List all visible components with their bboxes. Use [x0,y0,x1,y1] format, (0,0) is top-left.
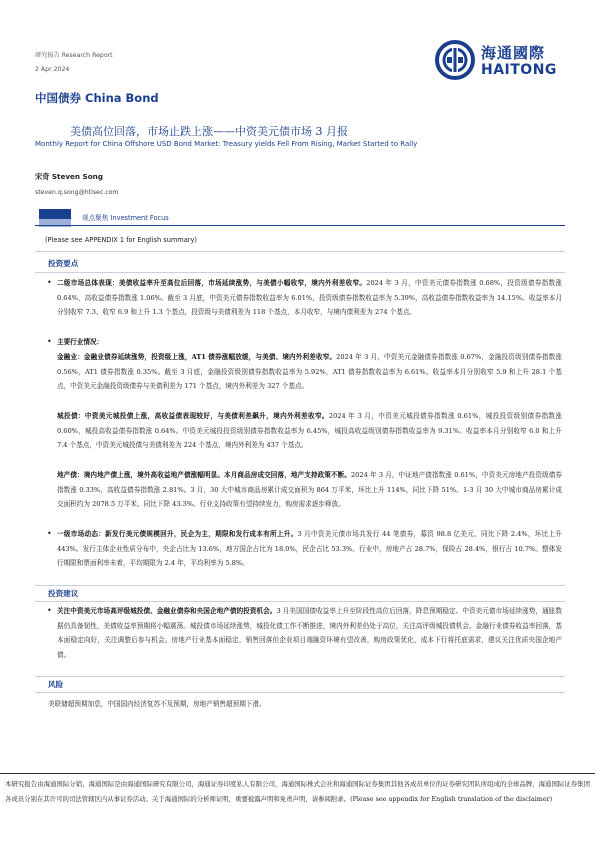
primary-paragraph [57,527,562,571]
title-cn: 美债高位回落，市场止跌上涨——中资美元债市场 3 月报 [70,125,348,138]
market-text: 2024 年 3 月，中资美元债券指数涨 0.68%，投资级债券指数涨 0.64%，高收益债券指数涨 1.06%。截至 3 月底，中资美元债券指数收益率为 6.01%，投资级债券指数收益率为 5.39%，高收益债券指数收益率为 14.15%。收益率本月分别收窄 7.3、收窄 6.9 和上升 1.3 个基点，投资级与美债利差为 118 个基点，本月收窄，与境内债利差为 274 个基点。 [57,279,563,317]
divider [35,676,565,677]
divider [35,692,565,693]
highlights-heading: 投资要点 [48,259,79,268]
industry-heading: • 主要行业情况： [57,335,562,350]
focus-icon [35,209,75,229]
title-en: Monthly Report for China Offshore USD Bond Market: Treasury yields Fell From Rising, Market Started to Rally [35,140,418,148]
finance-paragraph [57,350,562,394]
risk-text: 美联储超预期加息，中国国内经济复苏不及预期，房地产销售超预期下滑。 [48,700,266,708]
advice-heading: 投资建议 [48,589,79,598]
report-type: 研究报告 Research Report [35,52,113,59]
divider [35,225,565,226]
finance-bold: 金融业：金融业债券延续涨势，投资级上涨，AT1 债券涨幅放缓，与美债、境内外利差收窄。 [57,353,337,361]
advice-paragraph [57,604,562,662]
author-name: 宋奇 Steven Song [35,172,103,181]
haitong-logo [435,38,555,86]
logo-text-cn: 海通國際 [481,44,546,62]
lgfv-bold: 城投债：中资美元城投债上涨，高收益债表现较好，与美债利差飙升，境内外利差收窄。 [57,412,329,420]
advice-bold: 关注中资美元市场高评级城投债、金融业债券和央国企地产债的投资机会。 [57,607,277,615]
market-bold: 二级市场总体表现：美债收益率升至高位后回落，市场延续涨势，与美债小幅收窄，境内外利差收窄。 [57,279,367,287]
property-paragraph [57,468,562,512]
advice-text: 3 月美国国债收益率上升至阶段性高位后回落，降息预期稳定。中资美元债市场延续涨势，通胀数据仍具备韧性，美债收益率预期将小幅震荡。城投债市场延续涨势，城投化债工作不断推进，境内外利差仍处于高位，关注高评级城投债机会。金融行业债券收益率回落，基本面稳定向好，关注调整后参与机会。房地产行业基本面稳定，销售回落但企业项目端融资环境有望改善，购房政策优化，成本下行将托底需求，建议关注优质央国企地产债。 [57,607,563,659]
lgfv-paragraph [57,409,562,453]
divider [35,601,565,602]
primary-text: 3 月中资美元债市场共发行 44 笔债券，募资 98.8 亿美元，同比下降 2.4%，环比上升 443%。发行主体企业性质分布中，央企占比为 13.6%，地方国企占比为 18.0%，民企占比 53.3%。行业中，房地产占 28.7%，保险占 28.4%，银行占 10.7%。整体发行期限和票面利率未着，平均期限为 2.4 年，平均利率为 5.8%。 [57,530,562,568]
footer-divider [0,773,595,774]
lgfv-text: 2024 年 3 月，中资美元城投债券指数涨 0.61%，城投投资级别债券指数涨 0.60%，城投高收益债券指数涨 0.64%。中资美元城投投资级别债券指数收益率为 6.45%，城投高收益级别债券指数收益率为 9.31%。收益率本月分别收窄 6.0 和上升 7.4 个基点，中资美元城投债与美债利差为 224 个基点，境内外利差为 437 个基点。 [57,412,562,450]
section-name: 中国债券 China Bond [35,91,159,105]
primary-bold: 一级市场动态：新发行美元债规模回升，民企为主，期限和发行成本有所上升。 [57,530,298,538]
focus-label: 观点聚焦 Investment Focus [82,214,169,222]
logo-text-en: HAITONG [481,62,557,78]
divider [35,251,565,252]
author-email[interactable]: steven.q.song@htisec.com [35,189,119,196]
market-paragraph [57,276,562,320]
footer-disclaimer: 本研究报告由海通国际分销，海通国际是由海通国际研究有限公司，海通证券印度私人有限公司，海通国际株式会社和海通国际证券集团其他各成员单位的证券研究团队所组成的全球品牌，海通国际证券集团各成员分别在其许可的司法管辖区内从事证券活动。关于海通国际的分析师证明，重要披露声明和免责声明，请参阅附录。(Please see appendix for English translation of the disclaimer) [5,780,590,803]
haitong-logo-icon [435,40,475,80]
finance-text: 2024 年 3 月，中资美元金融债券指数涨 0.67%，金融投资级别债券指数涨 0.56%，AT1 债券指数涨 0.35%。截至 3 月底，金融投资级别债券指数收益率为 5.92%，AT1 债券指数收益率为 6.61%。收益率本月分别收窄 5.9 和上升 28.1 个基点，中资美元金融投资级债券与美债利差为 171 个基点，境内外利差为 327 个基点。 [57,353,562,391]
risk-heading: 风险 [48,680,64,689]
property-text: 2024 年 3 月，中证地产债指数涨 0.61%，中资美元房地产投资级债券指数涨 0.33%，高收益债券指数涨 2.81%。3 月，30 大中城市商品房累计成交面积为 864 万平米，环比上升 114%，同比下降 51%。1-3 月 30 大中城市商品房累计成交面积约为 2078.5 万平米，同比下降 43.3%。行业支持政策有望持续发力，购房需求逐步释放。 [57,471,562,509]
divider [35,272,565,273]
report-date: 2 Apr 2024 [35,66,70,73]
property-bold: 地产债：境内地产债上涨，境外高收益地产债涨幅明显。本月商品房成交回落，地产支持政策不断。 [57,471,351,479]
divider [35,585,565,586]
appendix-note: (Please see APPENDIX 1 for English summary) [45,236,197,244]
